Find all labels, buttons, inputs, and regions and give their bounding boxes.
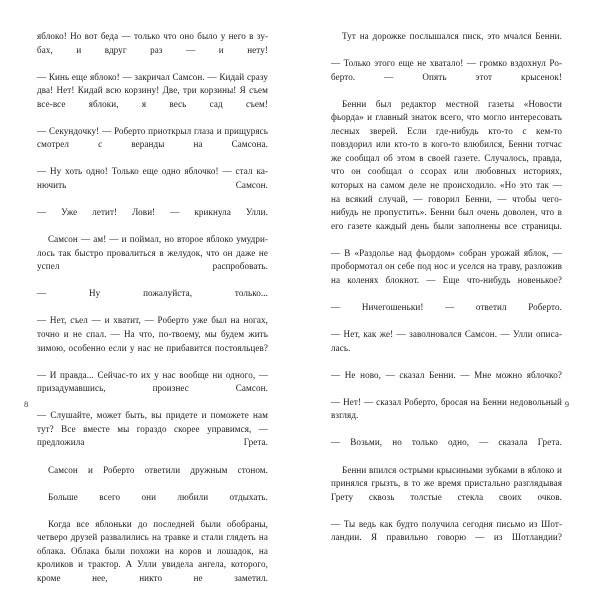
paragraph: Самсон — ам! — и поймал, но второе яблоко умудрилось так быстро провалиться в желудок, что он даже не успел распробовать. [37, 234, 268, 272]
paragraph: — Ничегошеньки! — ответил Роберто. [331, 301, 562, 312]
paragraph: — Ты ведь как будто получила сегодня письмо из Шотландии. Я правильно говорю — из Шотландии? [331, 518, 562, 543]
paragraph: Тут на дорожке послышался писк, это мчался Бенни. [342, 31, 562, 41]
paragraph: Больше всего они любили отдыхать. [48, 491, 268, 502]
paragraph: — Нет, съел — и хватит, — Роберто уже был на ногах, точно и не спал. — На что, по-твоему, мы будем жить зимою, особенно если у нас не прибавится постояльцев? [37, 315, 268, 353]
paragraph: Самсон и Роберто ответили дружным стоном. [48, 464, 268, 475]
page-left [0, 0, 300, 583]
paragraph: — В «Раздолье над фьордом» собран урожай яблок, — пробормотал он себе под нос и уселся на траву, разложив на коленях блокнот. — Еще что-нибудь новенькое? [331, 247, 562, 285]
paragraph: — Возьми, но только одно, — сказала Грета. [331, 437, 562, 448]
paragraph: Когда все яблоньки до последней были обобраны, четверо друзей развалились на травке и стали глядеть на облака. Облака были похожи на коров и лошадок, на кроликов и трактор. А Улли увидела ангела, которого, кроме нее, никто не заметил. [37, 518, 268, 583]
paragraph: — Слушайте, может быть, вы придете и поможете нам тут? Все вместе мы гораздо скорее управимся, — предложила Грета. [37, 410, 268, 448]
paragraph: — Ну хоть одно! Только еще одно яблочко! — стал канючить Самсон. [37, 166, 268, 191]
paragraph: — Только этого еще не хватало! — громко вздохнул Роберто. — Опять этот крысенок! [331, 58, 562, 82]
paragraph: — Уже летит! Лови! — крикнула Улли. [37, 207, 268, 218]
paragraph: — Ну пожалуйста, только... [37, 288, 268, 299]
page-right-textblock [331, 30, 562, 558]
paragraph: Бенни впился острыми крысиными зубками в яблоко и принялся грызть, в то же время пристально разглядывая Грету сквозь толстые стекла своих очков. [331, 464, 562, 502]
paragraph: — Секундочку! — Роберто приоткрыл глаза и прищурясь смотрел с веранды на Самсона. [37, 125, 268, 150]
paragraph: — Нет! — сказал Роберто, бросая на Бенни недовольный взгляд. [331, 396, 562, 421]
paragraph: яблоко! Но вот беда — только что оно было у него в зубах, и вдруг раз — и нету! [37, 31, 268, 55]
paragraph: — Не ново, — сказал Бенни. — Мне можно яблочко? [331, 369, 562, 380]
page-number-left: 8 [24, 399, 29, 410]
paragraph: — И правда... Сейчас-то их у нас вообще ни одного, — призадумавшись, произнес Самсон. [37, 369, 268, 394]
paragraph: — Кинь еще яблоко! — закричал Самсон. — Кидай сразу два! Нет! Кидай всю корзину! Две, три корзины! Я съем все-все яблоки, я весь сад съем! [37, 71, 268, 109]
page-number-right: 9 [564, 399, 569, 410]
page-left-textblock [37, 30, 268, 599]
paragraph: — Нет, как же! — заволновался Самсон. — Улли описалась. [331, 329, 562, 353]
page-right [300, 0, 600, 543]
paragraph: Бенни был редактор местной газеты «Новости фьорда» и главный знаток всего, что могло интересовать лесных зверей. Если где-нибудь кто-то с кем-то повздорил или кто-то в кого-то влюбился, Бенни тотчас же сообщал об этом в своей газете. Случалось, правда, что он сообщал о ссорах или любовных историях, которых на самом деле не происходило. «Но это так — на всякий случай, — говорил Бенни, — чтобы чего-нибудь не пропустить». Бенни был очень доволен, что в его газете каждый день были заполнены все страницы. [331, 98, 562, 231]
